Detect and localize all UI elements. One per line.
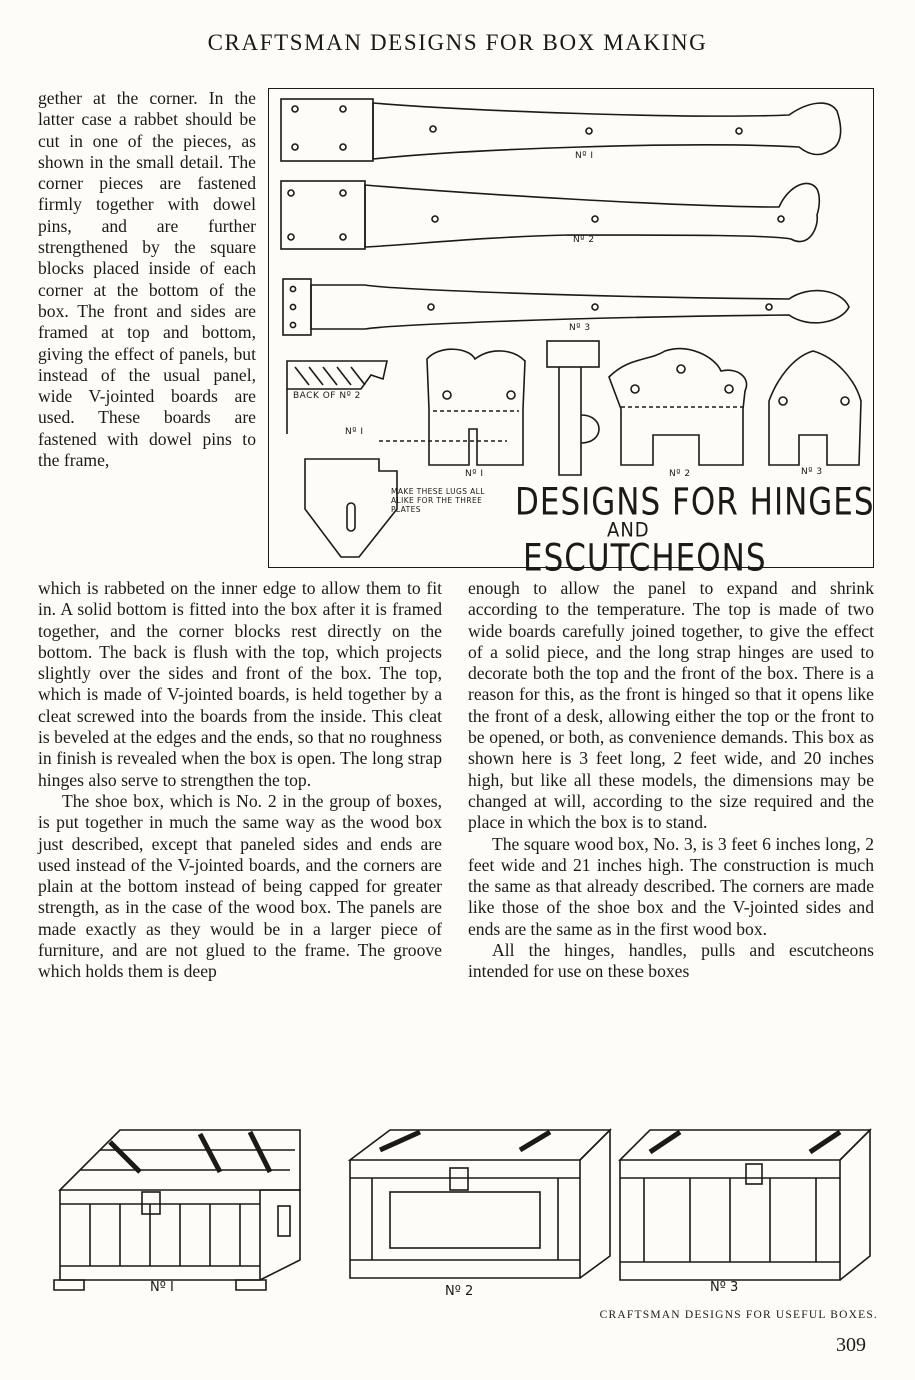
lug-label: Nº I (345, 427, 364, 437)
paragraph: The shoe box, which is No. 2 in the group of boxes, is put together in much the same way as the wood box just described, except that paneled sides and ends are used instead of the V-jointed boards, and the corners are plain at the bottom instead of being capped for greater strength, as in the case of the wood box. The panels are made exactly as they would be in a larger piece of furniture, and are not glued to the frame. The groove which holds them is deep (38, 790, 442, 982)
box-3-drawing (620, 1130, 870, 1280)
escutcheon-label-2: Nº 2 (669, 469, 691, 479)
text-column-top (38, 88, 256, 471)
paragraph: The square wood box, No. 3, is 3 feet 6 inches long, 2 feet wide and 21 inches high. The construction is much the same as that already described. The corners are made like those of the shoe box and the V-jointed sides and ends are the same as in the first wood box. (468, 833, 874, 939)
escutcheon-3 (769, 351, 861, 465)
figure-title-line3: ESCUTCHEONS (523, 537, 767, 581)
figure-title-line2: AND (607, 519, 650, 543)
page-header: CRAFTSMAN DESIGNS FOR BOX MAKING (207, 30, 708, 55)
box-label-1: Nº I (150, 1280, 174, 1295)
page-number: 309 (836, 1334, 866, 1356)
box-2-drawing (350, 1130, 610, 1278)
hinge-label-2: Nº 2 (573, 235, 595, 245)
box-label-2: Nº 2 (445, 1284, 474, 1299)
boxes-figure (50, 1120, 875, 1305)
box-label-3: Nº 3 (710, 1280, 739, 1295)
paragraph: All the hinges, handles, pulls and escutcheons intended for use on these boxes (468, 940, 874, 982)
hinge-label-3: Nº 3 (569, 323, 591, 333)
escutcheon-label-1: Nº I (465, 469, 484, 479)
figure-title-line1: DESIGNS FOR HINGES (515, 481, 875, 525)
escutcheon-1 (427, 349, 525, 465)
lug-note: MAKE THESE LUGS ALL ALIKE FOR THE THREE PLATES (391, 487, 485, 514)
hinge-1-leaf (281, 99, 373, 161)
hinge-label-1: Nº I (575, 151, 594, 161)
figure-caption: CRAFTSMAN DESIGNS FOR USEFUL BOXES. (599, 1309, 878, 1321)
paragraph: gether at the corner. In the latter case a rabbet should be cut in one of the pieces, as shown in the small detail. The corner pieces are fastened firmly together with dowel pins, and are further strengthened by the square blocks placed inside of each corner at the bottom of the box. The front and sides are framed at top and bottom, giving the effect of panels, but instead of the usual panel, wide V-jointed boards are used. These boards are fastened with dowel pins to the frame, (38, 88, 256, 471)
escutcheon-label-3: Nº 3 (801, 467, 823, 477)
paragraph: enough to allow the panel to expand and shrink according to the temperature. The top is made of two wide boards carefully joined together, to give the effect of a solid piece, and the long strap hinges are used to decorate both the top and the front of the box. There is a reason for this, as the front is hinged so that it opens like the front of a desk, allowing either the top or the front to be opened, or both, as convenience demands. This box as shown here is 3 feet long, 2 feet wide, and 20 inches high, but like all these models, the dimensions may be changed at will, according to the size required and the place in which the box is to stand. (468, 578, 874, 833)
bar-top (547, 341, 599, 367)
text-column-left (38, 578, 442, 983)
back-label: BACK OF Nº 2 (293, 391, 361, 401)
hinge-3-leaf (283, 279, 311, 335)
lug-drawing (305, 459, 397, 557)
boxes-drawing (50, 1120, 875, 1305)
hinges-escutcheons-figure (268, 88, 875, 581)
hinge-1-strap (373, 103, 841, 159)
paragraph: which is rabbeted on the inner edge to allow them to fit in. A solid bottom is fitted into the box after it is framed together, and the corner blocks rest directly on the bottom. The back is flush with the top, which projects slightly over the sides and front of the box. The top, which is made of V-jointed boards, is held together by a cleat screwed into the boards from the inside. This cleat is beveled at the edges and the ends, so that no roughness in finish is revealed when the box is open. The long strap hinges also serve to strengthen the top. (38, 578, 442, 790)
text-column-right (468, 578, 874, 983)
box-1-drawing (54, 1130, 300, 1290)
